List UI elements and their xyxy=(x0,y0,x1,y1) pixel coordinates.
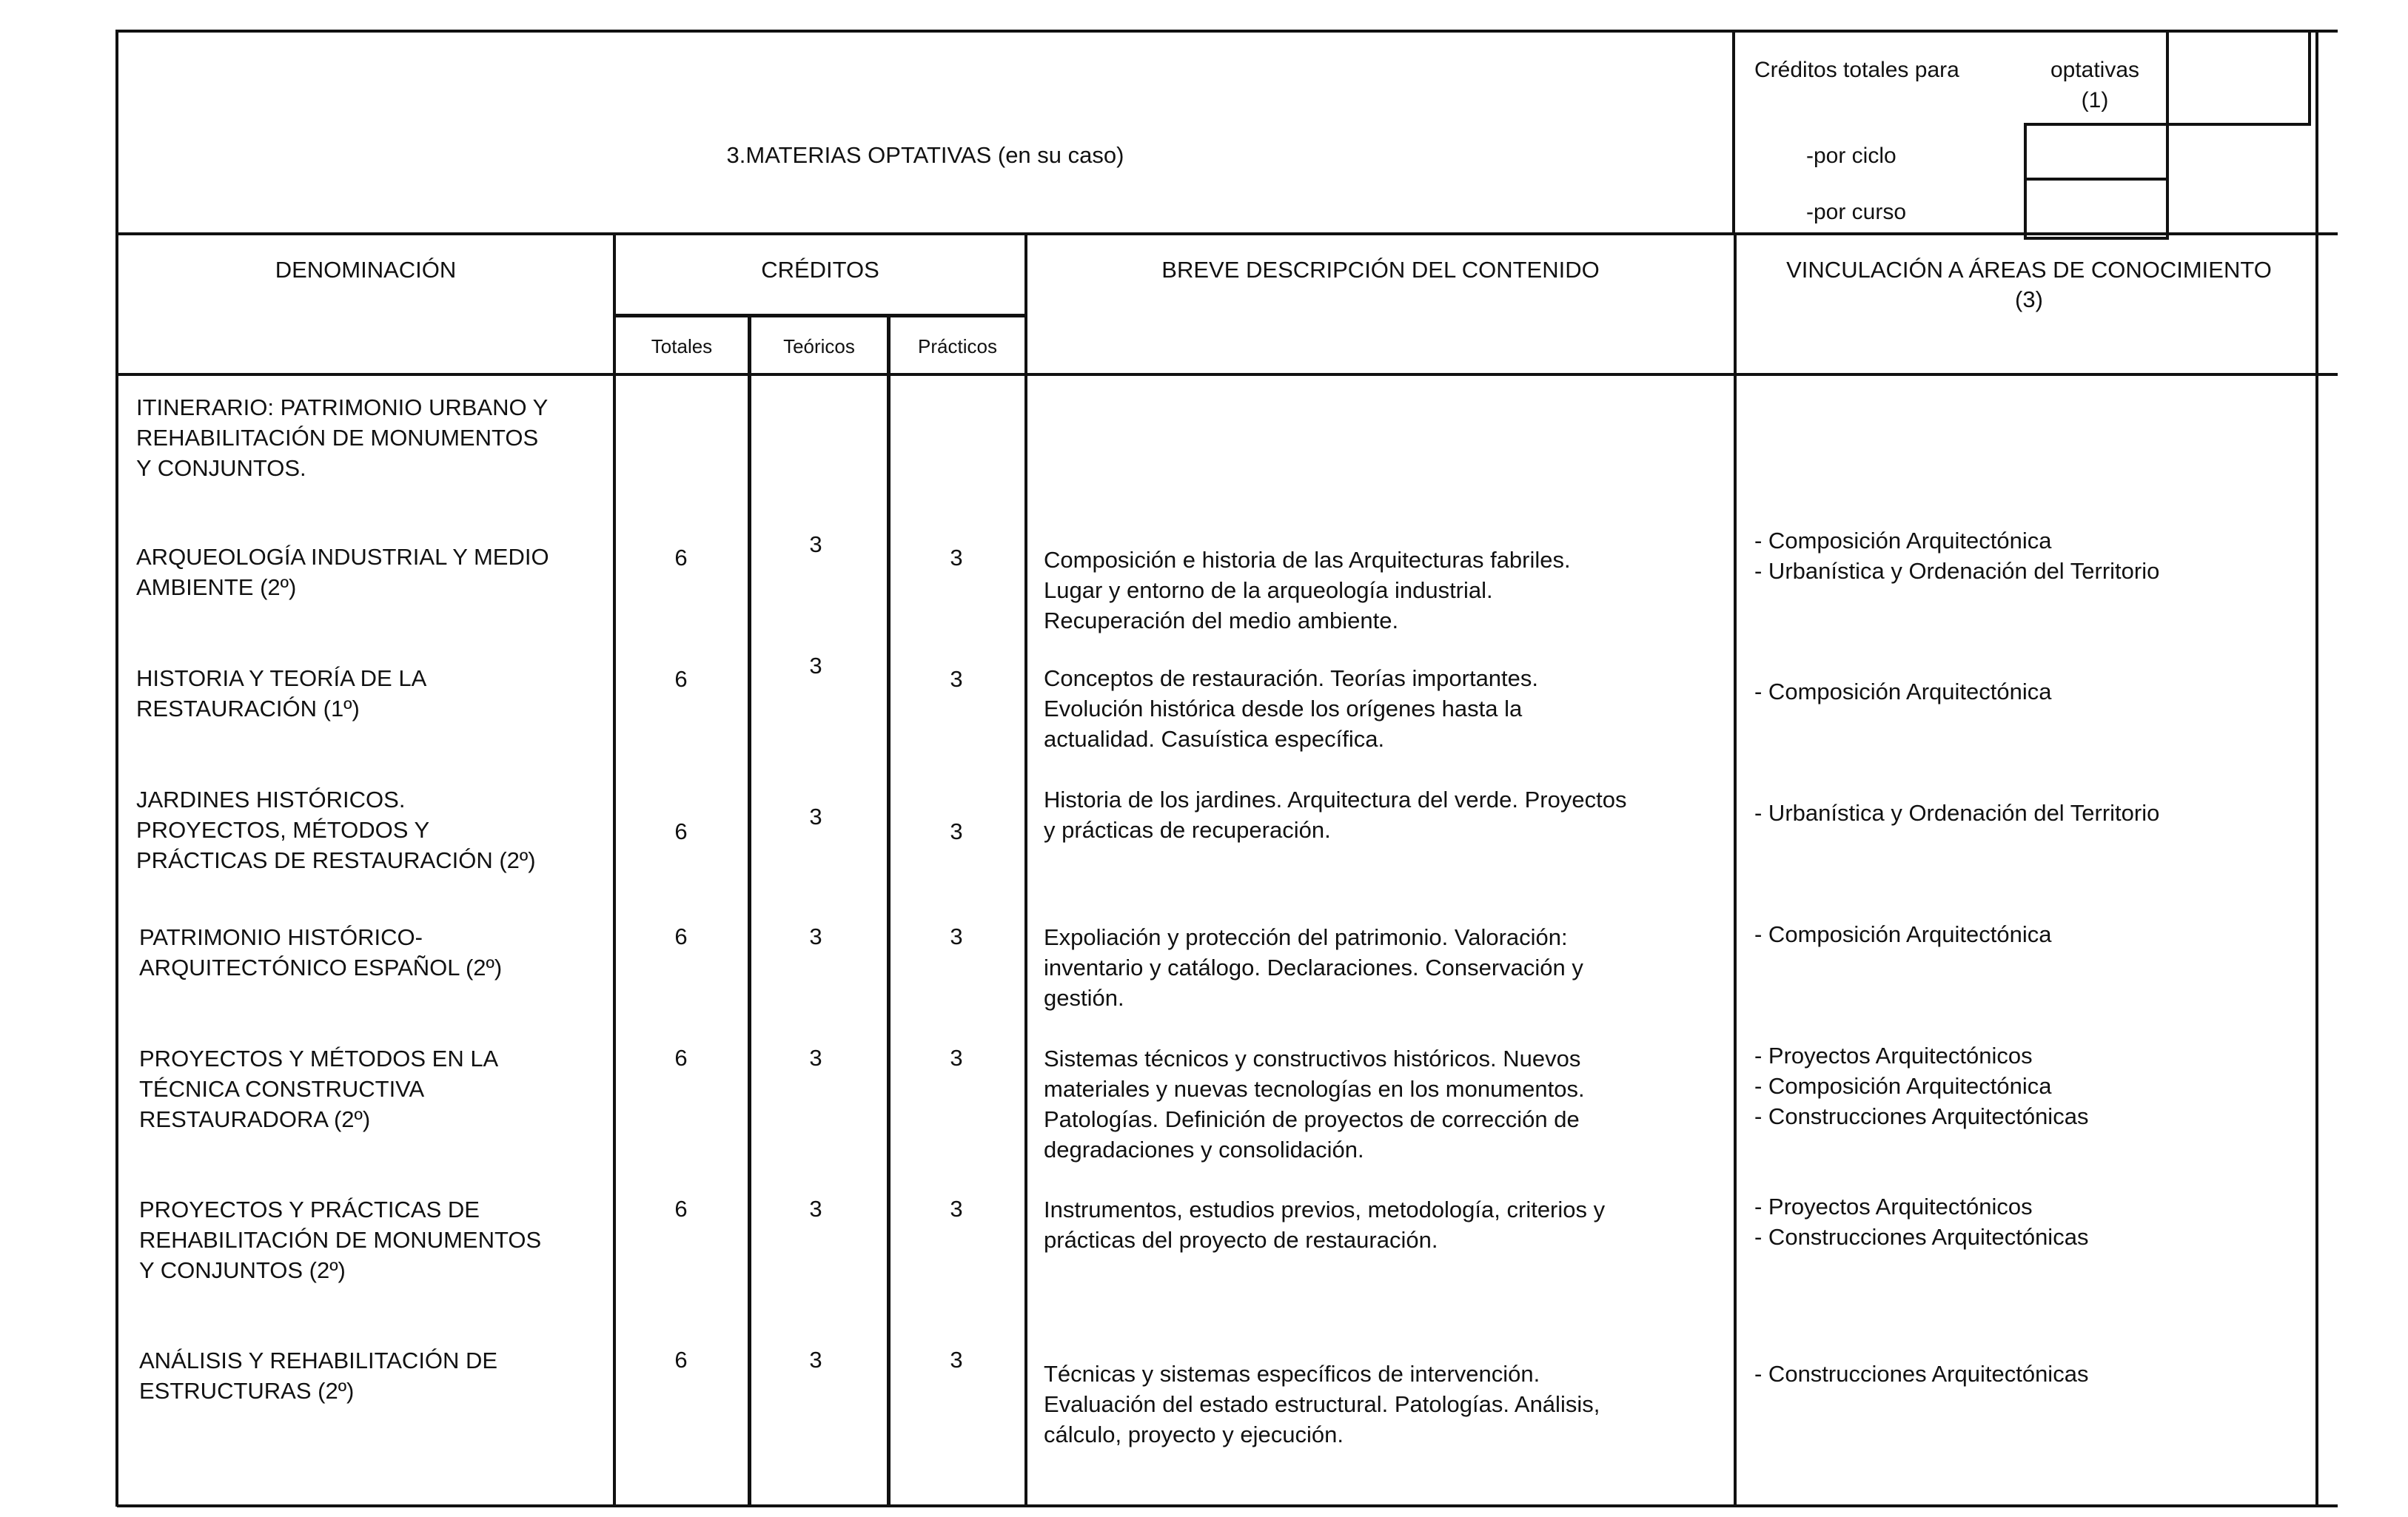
row-totales: 6 xyxy=(674,924,688,949)
row-teoricos: 3 xyxy=(809,924,822,949)
row-areas: - Proyectos Arquitectónicos - Construcciones Arquitectónicas xyxy=(1754,1194,2089,1250)
por-ciclo-value-box[interactable] xyxy=(2028,127,2164,176)
rule-ciclo-box-right xyxy=(2166,123,2169,240)
row-teoricos: 3 xyxy=(809,804,822,830)
row-descripcion: Composición e historia de las Arquitecturas fabriles. Lugar y entorno de la arqueología industrial. Recuperación del medio ambiente. xyxy=(1044,547,1571,633)
rule-col-creditos xyxy=(1024,234,1027,1507)
col-header-totales: Totales xyxy=(651,335,713,357)
rule-header-bottom xyxy=(117,232,2338,235)
row-denominacion: JARDINES HISTÓRICOS. PROYECTOS, MÉTODOS Y PRÁCTICAS DE RESTAURACIÓN (2º) xyxy=(136,787,536,873)
row-denominacion: ARQUEOLOGÍA INDUSTRIAL Y MEDIO AMBIENTE (2º) xyxy=(136,544,549,600)
row-teoricos: 3 xyxy=(809,1347,822,1373)
optativas-label: optativas (1) xyxy=(2050,58,2140,112)
row-denominacion: ANÁLISIS Y REHABILITACIÓN DE ESTRUCTURAS (2º) xyxy=(139,1348,498,1404)
itinerario-title: ITINERARIO: PATRIMONIO URBANO Y REHABILITACIÓN DE MONUMENTOS Y CONJUNTOS. xyxy=(136,394,549,481)
row-areas: - Composición Arquitectónica - Urbanística y Ordenación del Territorio xyxy=(1754,528,2160,584)
row-areas: - Construcciones Arquitectónicas xyxy=(1754,1361,2089,1387)
rule-bottom xyxy=(117,1504,2338,1507)
rule-header-right-block xyxy=(1732,30,1735,235)
row-totales: 6 xyxy=(674,818,688,844)
por-ciclo-label: -por ciclo xyxy=(1806,144,1896,168)
row-practicos: 3 xyxy=(950,545,963,571)
row-descripcion: Sistemas técnicos y constructivos históricos. Nuevos materiales y nuevas tecnologías en los monumentos. Patologías. Definición de proyectos de corrección de degradaciones y consolidación. xyxy=(1044,1046,1585,1163)
por-curso-value-box[interactable] xyxy=(2028,182,2164,235)
rule-top xyxy=(117,30,2338,33)
rule-ciclo-box-bottom xyxy=(2025,178,2167,181)
row-areas: - Proyectos Arquitectónicos - Composición Arquitectónica - Construcciones Arquitectónicas xyxy=(1754,1043,2089,1129)
row-denominacion: PROYECTOS Y MÉTODOS EN LA TÉCNICA CONSTRUCTIVA RESTAURADORA (2º) xyxy=(139,1046,499,1132)
row-teoricos: 3 xyxy=(809,531,822,557)
row-descripcion: Instrumentos, estudios previos, metodología, criterios y prácticas del proyecto de restauración. xyxy=(1044,1197,1606,1253)
row-totales: 6 xyxy=(674,545,688,571)
section-title: 3.MATERIAS OPTATIVAS (en su caso) xyxy=(726,142,1124,168)
rule-col-descripcion xyxy=(1734,234,1737,1507)
row-denominacion: PATRIMONIO HISTÓRICO- ARQUITECTÓNICO ESPAÑOL (2º) xyxy=(139,924,503,980)
rule-left xyxy=(115,30,118,1507)
row-descripcion: Historia de los jardines. Arquitectura del verde. Proyectos y prácticas de recuperación. xyxy=(1044,787,1627,843)
row-denominacion: HISTORIA Y TEORÍA DE LA RESTAURACIÓN (1º) xyxy=(136,665,427,722)
row-practicos: 3 xyxy=(950,1347,963,1373)
row-totales: 6 xyxy=(674,1196,688,1222)
row-descripcion: Conceptos de restauración. Teorías importantes. Evolución histórica desde los orígenes hasta la actualidad. Casuística específica. xyxy=(1044,665,1539,752)
row-totales: 6 xyxy=(674,666,688,692)
por-curso-label: -por curso xyxy=(1806,200,1907,224)
row-teoricos: 3 xyxy=(809,1045,822,1071)
rule-colheader-bottom xyxy=(117,373,2338,376)
col-header-descripcion: BREVE DESCRIPCIÓN DEL CONTENIDO xyxy=(1161,257,1600,283)
rule-col-totales xyxy=(748,314,751,1507)
rule-credits-split xyxy=(613,314,1026,317)
rule-optativas-box-right xyxy=(2308,33,2311,124)
row-teoricos: 3 xyxy=(809,1196,822,1222)
row-practicos: 3 xyxy=(950,818,963,844)
row-practicos: 3 xyxy=(950,924,963,949)
row-denominacion: PROYECTOS Y PRÁCTICAS DE REHABILITACIÓN DE MONUMENTOS Y CONJUNTOS (2º) xyxy=(139,1197,542,1283)
row-areas: - Urbanística y Ordenación del Territorio xyxy=(1754,800,2160,826)
row-practicos: 3 xyxy=(950,1045,963,1071)
col-header-practicos: Prácticos xyxy=(918,335,997,357)
row-practicos: 3 xyxy=(950,1196,963,1222)
col-header-vinculacion: VINCULACIÓN A ÁREAS DE CONOCIMIENTO (3) xyxy=(1786,257,2272,312)
col-header-teoricos: Teóricos xyxy=(783,335,855,357)
row-teoricos: 3 xyxy=(809,653,822,679)
rule-right xyxy=(2315,30,2318,1507)
row-descripcion: Técnicas y sistemas específicos de intervención. Evaluación del estado estructural. Patologías. Análisis, cálculo, proyecto y ejecución. xyxy=(1044,1361,1600,1447)
rule-curso-box-bottom xyxy=(2025,237,2167,240)
row-totales: 6 xyxy=(674,1045,688,1071)
row-descripcion: Expoliación y protección del patrimonio. Valoración: inventario y catálogo. Declaraciones. Conservación y gestión. xyxy=(1044,924,1583,1011)
rule-optativas-box-left xyxy=(2166,30,2169,124)
rule-col-denominacion xyxy=(613,234,616,1507)
row-areas: - Composición Arquitectónica xyxy=(1754,679,2052,704)
rule-col-teoricos xyxy=(887,314,891,1507)
row-areas: - Composición Arquitectónica xyxy=(1754,921,2052,947)
row-practicos: 3 xyxy=(950,666,963,692)
rule-ciclo-box-left xyxy=(2024,123,2027,240)
row-totales: 6 xyxy=(674,1347,688,1373)
creditos-totales-label: Créditos totales para xyxy=(1754,58,1959,82)
optativas-value-box[interactable] xyxy=(2170,34,2308,121)
col-header-creditos: CRÉDITOS xyxy=(761,257,879,283)
col-header-denominacion: DENOMINACIÓN xyxy=(275,257,457,283)
